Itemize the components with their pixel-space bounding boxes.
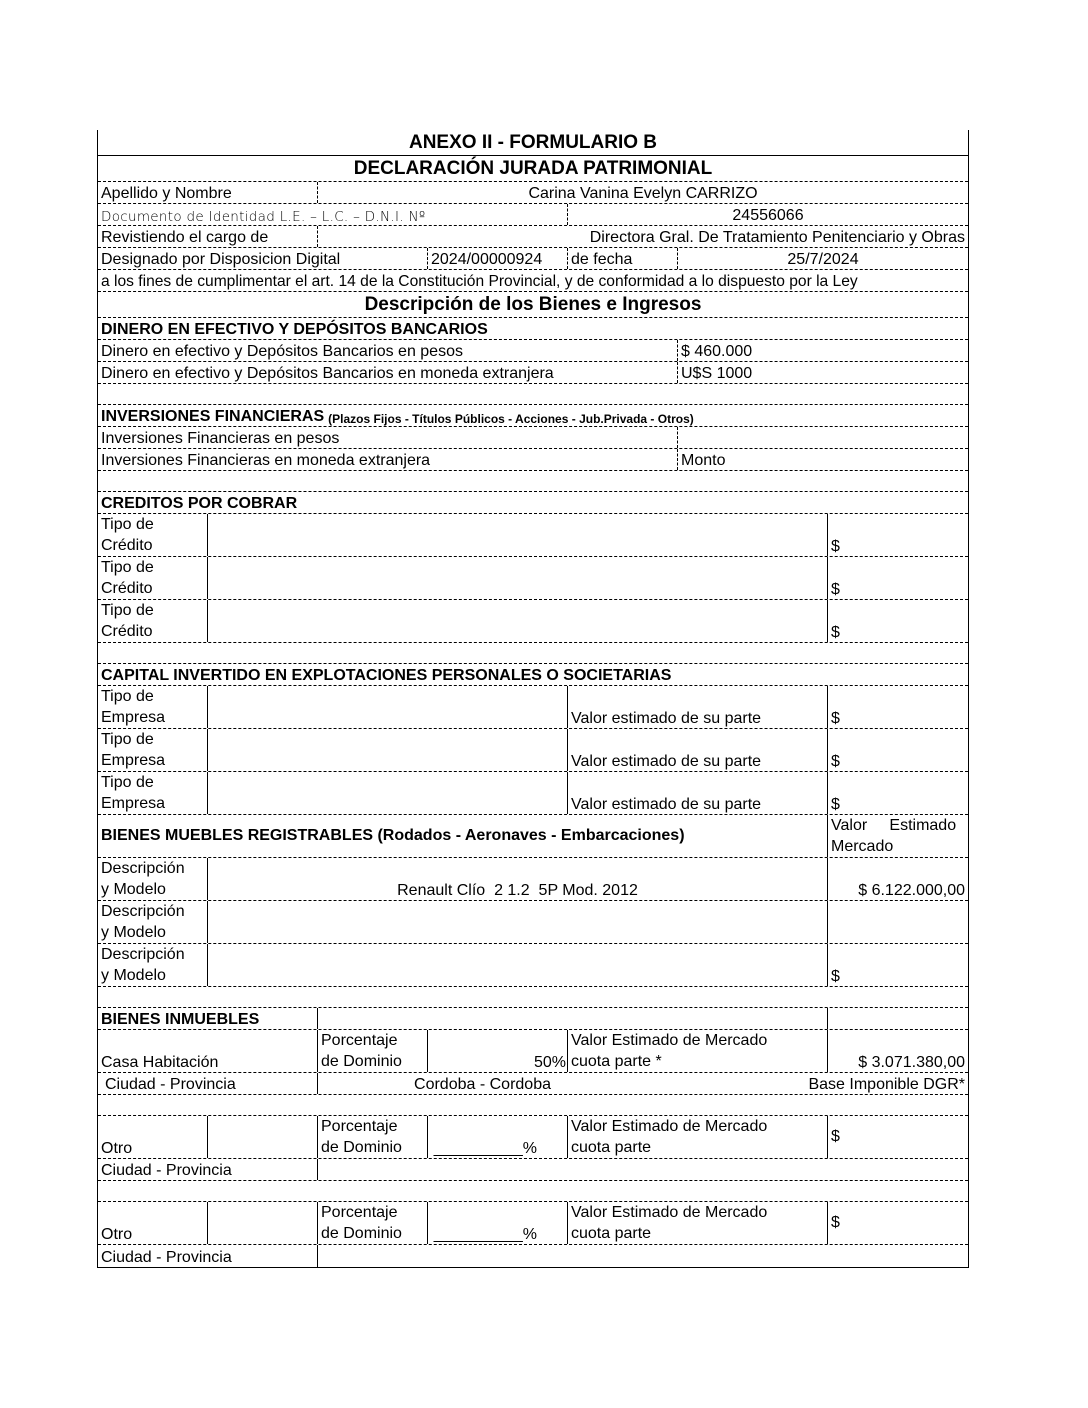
declaracion-row [98,156,968,182]
otro-ciudad-value [317,1245,968,1267]
mueble-value [827,901,968,943]
inversiones-pesos-value [677,427,968,448]
inmuebles-header-spacer [827,1008,968,1029]
capital-row [98,772,968,815]
credito-label-line2: Crédito [101,580,153,597]
descripcion-row [98,292,968,318]
cargo-value: Directora Gral. De Tratamiento Penitenciario y Obras [317,226,968,247]
capital-valor-label: Valor estimado de su parte [567,729,827,771]
credito-description [207,557,827,599]
otro-label: Otro [101,1140,133,1157]
otro-valor-label [567,1202,827,1244]
casa-ciudad-value: Cordoba - Cordoba [317,1073,647,1094]
fines-row [98,270,968,292]
otro-porcentaje-line1: Porcentaje [321,1118,398,1135]
apellido-label: Apellido y Nombre [101,185,232,202]
documento-label: Documento de Identidad L.E. – L.C. – D.N.I. Nº [101,209,426,225]
credito-label [98,600,207,642]
capital-description [207,686,567,728]
apellido-value: Carina Vanina Evelyn CARRIZO [317,182,968,203]
casa-base-imponible: Base Imponible DGR* [808,1076,965,1093]
cargo-row [98,226,968,248]
otro-ciudad-row [98,1245,968,1267]
capital-value: $ [827,729,968,771]
inmuebles-header-spacer [317,1008,827,1029]
capital-label-line2: Empresa [101,752,166,769]
inversiones-title: INVERSIONES FINANCIERAS [101,408,325,425]
mueble-label-line2: y Modelo [101,881,166,898]
mueble-description [207,944,827,986]
blank-row [98,987,968,1008]
otro-porcentaje-line1: Porcentaje [321,1204,398,1221]
credito-row [98,514,968,557]
casa-ciudad-row [98,1073,968,1095]
documento-value: 24556066 [567,204,968,225]
credito-description [207,600,827,642]
designado-row [98,248,968,270]
capital-label-line2: Empresa [101,709,166,726]
mueble-row [98,901,968,944]
credito-label-line2: Crédito [101,537,153,554]
credito-value: $ [827,600,968,642]
otro-porcentaje-line2: de Dominio [321,1225,402,1242]
mueble-label-line1: Descripción [101,860,185,877]
casa-porcentaje-line1: Porcentaje [321,1032,398,1049]
blank-row [98,471,968,492]
cargo-label: Revistiendo el cargo de [101,229,269,246]
capital-description [207,729,567,771]
dinero-pesos-value: $ 460.000 [677,340,829,361]
blank-row [98,1095,968,1116]
inmuebles-section-title: BIENES INMUEBLES [101,1011,260,1028]
inversiones-extranjera-row [98,449,968,471]
otro-ciudad-label: Ciudad - Provincia [101,1249,232,1266]
credito-label [98,514,207,556]
casa-porcentaje-label [317,1030,427,1072]
credito-row [98,600,968,643]
inversiones-pesos-label: Inversiones Financieras en pesos [101,430,340,447]
casa-porcentaje-line2: de Dominio [321,1053,402,1070]
capital-description [207,772,567,814]
muebles-header-row [98,815,968,858]
capital-valor-label: Valor estimado de su parte [567,686,827,728]
muebles-valor-header [827,815,968,857]
anexo-title: ANEXO II - FORMULARIO B [408,131,658,153]
casa-label: Casa Habitación [101,1054,219,1071]
muebles-valor-header-line2: Mercado [831,838,894,855]
credito-value: $ [827,514,968,556]
mueble-row [98,858,968,901]
capital-header-row [98,664,968,686]
credito-description [207,514,827,556]
otro-row [98,1202,968,1245]
casa-valor-value: $ 3.071.380,00 [827,1030,968,1072]
inversiones-extranjera-label: Inversiones Financieras en moneda extranjera [101,452,431,469]
otro-porcentaje-label [317,1202,427,1244]
dinero-pesos-label: Dinero en efectivo y Depósitos Bancarios en pesos [101,343,463,360]
credito-label-line1: Tipo de [101,559,154,576]
mueble-label-line2: y Modelo [101,967,166,984]
credito-value: $ [827,557,968,599]
casa-valor-line2: cuota parte * [571,1053,662,1070]
mueble-row [98,944,968,987]
designado-value: 2024/00000924 [427,248,567,269]
otro-valor-value: $ [827,1202,968,1244]
otro-valor-line1: Valor Estimado de Mercado [571,1204,768,1221]
mueble-value: $ [827,944,968,986]
credito-label-line1: Tipo de [101,602,154,619]
inversiones-section-title [98,405,968,426]
blank-row [98,1181,968,1202]
capital-value: $ [827,772,968,814]
anexo-row [98,130,968,156]
capital-label-line2: Empresa [101,795,166,812]
inversiones-subtitle: (Plazos Fijos - Títulos Públicos - Acciones - Jub.Privada - Otros) [328,412,694,426]
otro-valor-line2: cuota parte [571,1139,652,1156]
credito-label-line2: Crédito [101,623,153,640]
designado-label: Designado por Disposicion Digital [101,251,341,268]
inmuebles-header-row [98,1008,968,1030]
capital-section-title: CAPITAL INVERTIDO EN EXPLOTACIONES PERSONALES O SOCIETARIAS [101,667,672,684]
otro-valor-value: $ [827,1116,968,1158]
muebles-section-title: BIENES MUEBLES REGISTRABLES (Rodados - Aeronaves - Embarcaciones) [101,827,685,844]
dinero-extranjera-row [98,362,968,384]
otro-ciudad-value [317,1159,968,1180]
capital-label [98,772,207,814]
otro-porcentaje-label [317,1116,427,1158]
otro-valor-line1: Valor Estimado de Mercado [571,1118,768,1135]
dinero-pesos-row [98,340,968,362]
credito-label-line1: Tipo de [101,516,154,533]
casa-ciudad-label: Ciudad - Provincia [105,1076,236,1093]
descripcion-title: Descripción de los Bienes e Ingresos [364,293,702,315]
mueble-description: Renault Clío 2 1.2 5P Mod. 2012 [207,858,827,900]
dinero-extranjera-value: U$S 1000 [677,362,829,383]
declaracion-title: DECLARACIÓN JURADA PATRIMONIAL [353,157,713,179]
casa-valor-line1: Valor Estimado de Mercado [571,1032,768,1049]
inversiones-header-row [98,405,968,427]
dinero-extranjera-label: Dinero en efectivo y Depósitos Bancarios en moneda extranjera [101,365,554,382]
fecha-label: de fecha [567,248,677,269]
mueble-value: $ 6.122.000,00 [827,858,968,900]
otro-porcentaje-value: __________% [427,1116,567,1158]
fines-text: a los fines de cumplimentar el art. 14 de la Constitución Provincial, y de conformidad a lo dispuesto por la Ley [101,273,858,290]
capital-label [98,729,207,771]
capital-label-line1: Tipo de [101,688,154,705]
otro-description [207,1116,317,1158]
credito-row [98,557,968,600]
credito-label [98,557,207,599]
casa-porcentaje-value: 50% [427,1030,567,1072]
dinero-section-title: DINERO EN EFECTIVO Y DEPÓSITOS BANCARIOS [101,321,488,338]
muebles-valor-header-line1: Valor Estimado [831,817,957,834]
fecha-value: 25/7/2024 [677,248,968,269]
otro-description [207,1202,317,1244]
otro-porcentaje-line2: de Dominio [321,1139,402,1156]
capital-valor-label: Valor estimado de su parte [567,772,827,814]
blank-row [98,384,968,405]
capital-row [98,729,968,772]
otro-valor-line2: cuota parte [571,1225,652,1242]
capital-label [98,686,207,728]
inversiones-extranjera-value: Monto [677,449,968,470]
otro-valor-label [567,1116,827,1158]
creditos-section-title: CREDITOS POR COBRAR [101,495,298,512]
otro-label: Otro [101,1226,133,1243]
otro-porcentaje-value: __________% [427,1202,567,1244]
otro-ciudad-row [98,1159,968,1181]
documento-row [98,204,968,226]
casa-row [98,1030,968,1073]
mueble-label [98,944,207,986]
capital-value: $ [827,686,968,728]
mueble-label [98,901,207,943]
capital-label-line1: Tipo de [101,774,154,791]
otro-row [98,1116,968,1159]
mueble-description [207,901,827,943]
apellido-row [98,182,968,204]
casa-valor-label [567,1030,827,1072]
blank-row [98,643,968,664]
creditos-header-row [98,492,968,514]
inversiones-pesos-row [98,427,968,449]
capital-row [98,686,968,729]
declaracion-jurada-form [97,130,969,1268]
otro-ciudad-label: Ciudad - Provincia [101,1162,232,1179]
mueble-label-line1: Descripción [101,946,185,963]
mueble-label-line1: Descripción [101,903,185,920]
mueble-label [98,858,207,900]
dinero-header-row [98,318,968,340]
mueble-label-line2: y Modelo [101,924,166,941]
capital-label-line1: Tipo de [101,731,154,748]
